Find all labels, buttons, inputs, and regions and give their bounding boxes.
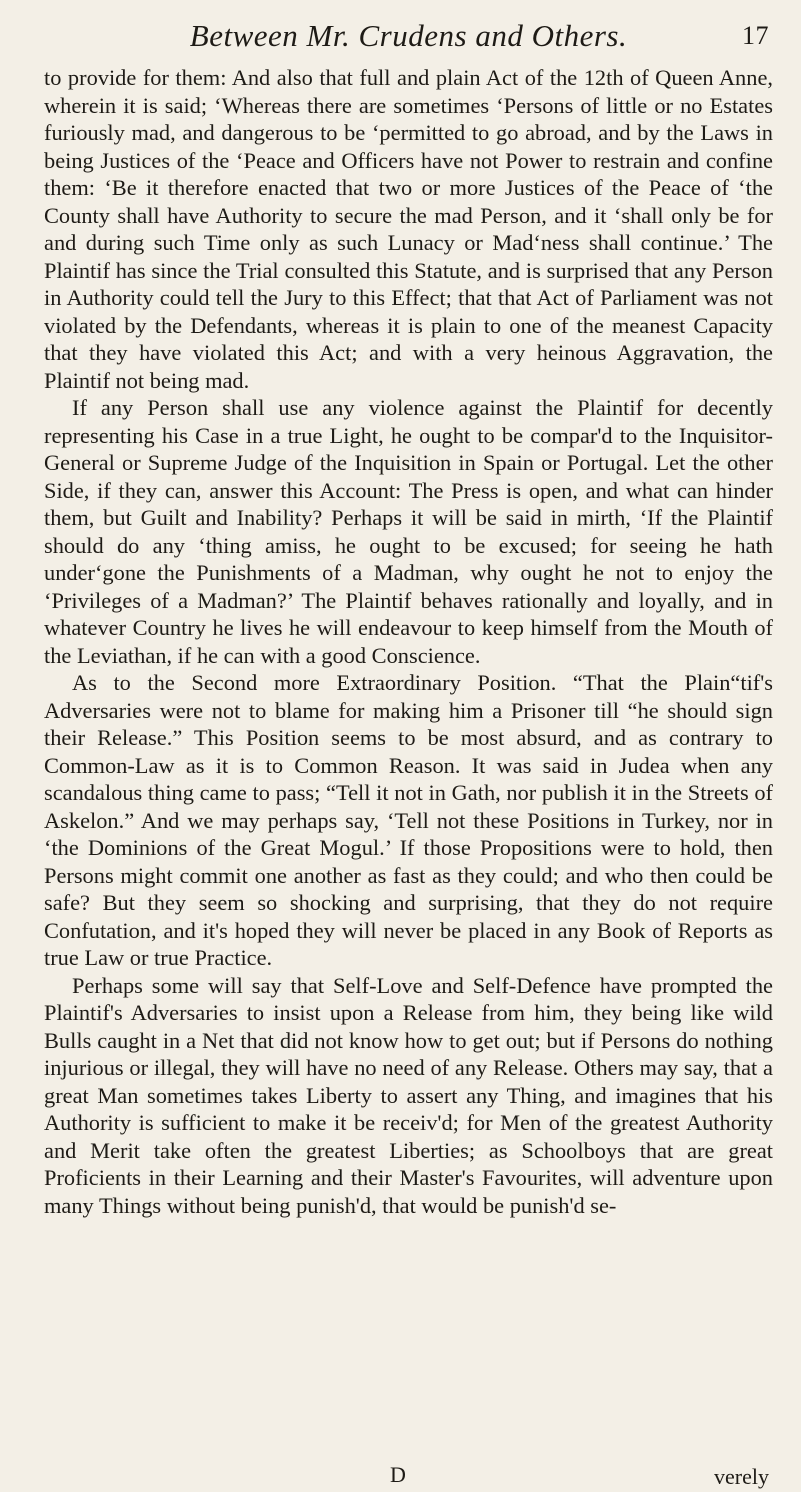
paragraph-second-position: As to the Second more Extraordinary Position. “That the Plain“tif's Adversaries were not to blame for making him a Prisoner till “he should sign their Release.” This Position seems to be most absurd, and as contrary to Common-Law as it is to Common Reason. It was said in Judea when any scandalous thing came to pass; “Tell it not in Gath, nor publish it in the Streets of Askelon.” And we may perhaps say, ‘Tell not these Positions in Turkey, nor in ‘the Dominions of the Great Mogul.’ If those Propositions were to hold, then Persons might commit one another as fast as they could; and who then could be safe? But they seem so shocking and surprising, that they do not require Confutation, and it's hoped they will never be placed in any Book of Reports as true Law or true Practice.: [44, 670, 773, 970]
page-number: 17: [742, 21, 769, 50]
body-text: [44, 64, 773, 1219]
running-head: [44, 10, 773, 62]
running-title: Between Mr. Crudens and Others.: [189, 18, 628, 53]
paragraph-statute: to provide for them: And also that full and plain Act of the 12th of Queen Anne, wherein it is said; ‘Whereas there are sometimes ‘Persons of little or no Estates furiously mad, and dangerous to be ‘permitted to go abroad, and by the Laws in being Justices of the ‘Peace and Officers have not Power to restrain and confine them: ‘Be it therefore enacted that two or more Justices of the Peace of ‘the County shall have Authority to secure the mad Person, and it ‘shall only be for and during such Time only as such Lunacy or Mad‘ness shall continue.’ The Plaintif has since the Trial consulted this Statute, and is surprised that any Person in Authority could tell the Jury to this Effect; that that Act of Parliament was not violated by the Defendants, whereas it is plain to one of the meanest Capacity that they have violated this Act; and with a very heinous Aggravation, the Plaintif not being mad.: [44, 65, 773, 393]
catchword: verely: [714, 1464, 769, 1489]
paragraph-self-love: Perhaps some will say that Self-Love and Self-Defence have prompted the Plaintif's Adversaries to insist upon a Release from him, they being like wild Bulls caught in a Net that did not know how to get out; but if Persons do nothing injurious or illegal, they will have no need of any Release. Others may say, that a great Man sometimes takes Liberty to assert any Thing, and imagines that his Authority is sufficient to make it be receiv'd; for Men of the greatest Authority and Merit take often the greatest Liberties; as Schoolboys that are great Proficients in their Learning and their Master's Favourites, will adventure upon many Things without being punish'd, that would be punish'd se-: [44, 972, 773, 1218]
signature-mark: D: [390, 1462, 406, 1487]
paragraph-violence: If any Person shall use any violence against the Plaintif for decently representing his Case in a true Light, he ought to be compar'd to the Inquisitor-General or Supreme Judge of the Inquisition in Spain or Portugal. Let the other Side, if they can, answer this Account: The Press is open, and what can hinder them, but Guilt and Inability? Perhaps it will be said in mirth, ‘If the Plaintif should do any ‘thing amiss, he ought to be excused; for seeing he hath under‘gone the Punishments of a Madman, why ought he not to enjoy the ‘Privileges of a Madman?’ The Plaintif behaves rationally and loyally, and in whatever Country he lives he will endeavour to keep himself from the Mouth of the Leviathan, if he can with a good Conscience.: [44, 395, 773, 668]
